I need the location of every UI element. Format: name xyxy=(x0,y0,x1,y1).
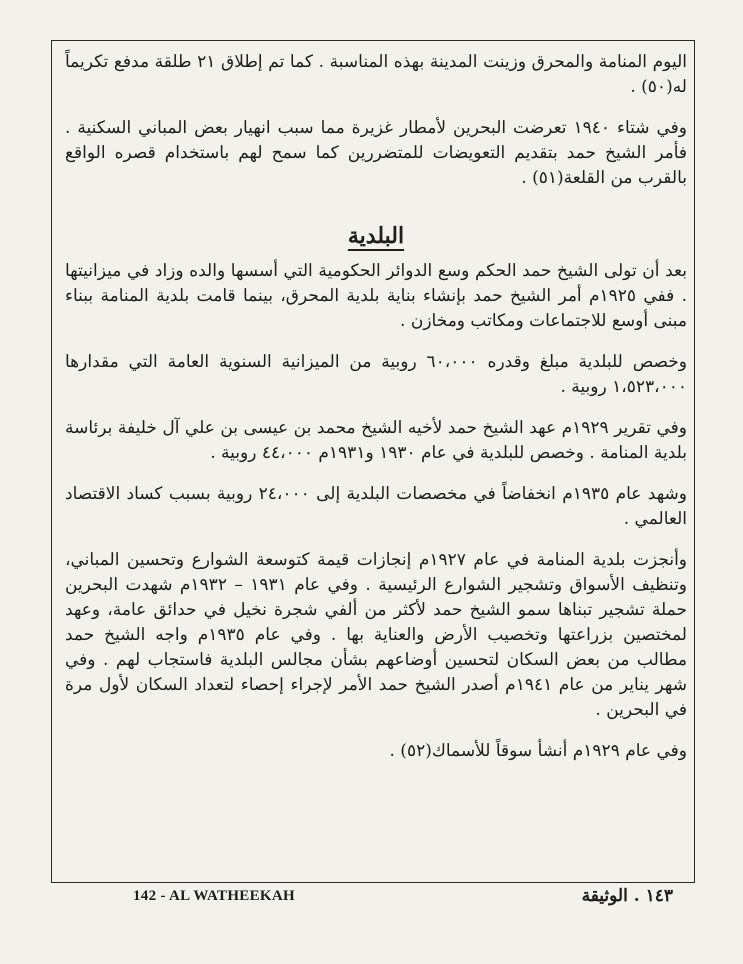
page-footer xyxy=(51,884,695,908)
paragraph: وشهد عام ١٩٣٥م انخفاضاً في مخصصات البلدية إلى ٢٤،٠٠٠ روبية بسبب كساد الاقتصاد العالمي . xyxy=(65,484,687,529)
paragraph: اليوم المنامة والمحرق وزينت المدينة بهذه المناسبة . كما تم إطلاق ٢١ طلقة مدفع تكريماً له(٥٠) . xyxy=(65,52,687,97)
paragraph: وفي عام ١٩٢٩م أنشأ سوقاً للأسماك(٥٢) . xyxy=(389,741,687,761)
paragraph: وفي شتاء ١٩٤٠ تعرضت البحرين لأمطار غزيرة مما سبب انهيار بعض المباني السكنية . فأمر الشيخ حمد بتقديم التعويضات للمتضررين كما سمح لهم باستخدام قصره الواقع بالقرب من القلعة(٥١) . xyxy=(65,118,687,188)
paragraph: وأنجزت بلدية المنامة في عام ١٩٢٧م إنجازات قيمة كتوسعة الشوارع وتحسين المباني، وتنظيف الأسواق وتشجير الشوارع الرئيسية . وفي عام ١٩٣١ – ١٩٣٢م شهدت البحرين حملة تشجير تبناها سمو الشيخ حمد لأكثر من ألفي شجرة نخيل في حدائق عامة، وعهد لمختصين بزراعتها وتخصيب الأرض والعناية بها . وفي عام ١٩٣٥م واجه الشيخ حمد مطالب من بعض السكان لتحسين أوضاعهم بشأن مجالس البلدية فاستجاب لهم . وفي شهر يناير من عام ١٩٤١م أصدر الشيخ حمد الأمر لإجراء إحصاء لتعداد السكان لأول مرة في البحرين . xyxy=(65,550,688,720)
paragraph: وفي تقرير ١٩٢٩م عهد الشيخ حمد لأخيه الشيخ محمد بن عيسى بن علي آل خليفة برئاسة بلدية المنامة . وخصص للبلدية في عام ١٩٣٠ و١٩٣١م ٤٤،٠٠٠ روبية . xyxy=(65,418,687,463)
section-heading: البلدية xyxy=(347,223,405,249)
footer-page-number-arabic: ١٤٣ . الوثيقة xyxy=(581,886,673,906)
document-body xyxy=(65,50,687,865)
paragraph: بعد أن تولى الشيخ حمد الحكم وسع الدوائر الحكومية التي أسسها والده وزاد في ميزانيتها . ففي ١٩٢٥م أمر الشيخ حمد بإنشاء بناية بلدية المحرق، بينما قامت بلدية المنامة ببناء مبنى أوسع للاجتماعات ومكاتب ومخازن . xyxy=(65,261,687,331)
paragraph: وخصص للبلدية مبلغ وقدره ٦٠،٠٠٠ روبية من الميزانية السنوية العامة التي مقدارها ١،٥٢٣،٠٠٠ روبية . xyxy=(65,352,687,397)
footer-page-number-english: 142 - AL WATHEEKAH xyxy=(133,888,295,904)
